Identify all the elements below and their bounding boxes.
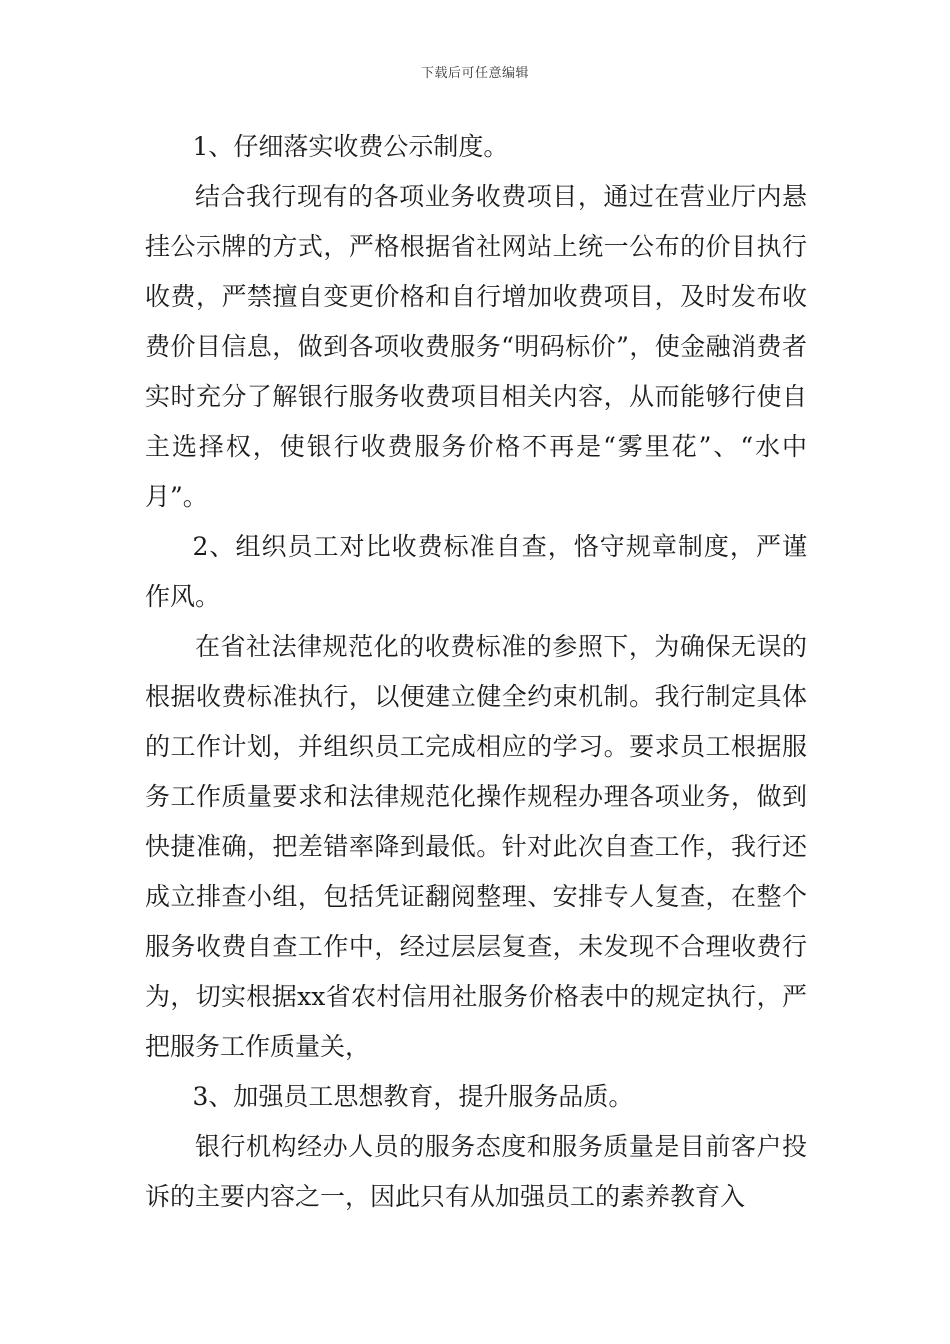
page-header-note: 下载后可任意编辑 [420, 66, 529, 81]
section-heading-3: 3、加强员工思想教育，提升服务品质。 [192, 1082, 634, 1111]
body-paragraph-2: 在省社法律规范化的收费标准的参照下，为确保无误的根据收费标准执行，以便建立健全约束机制。我行制定具体的工作计划，并组织员工完成相应的学习。要求员工根据服务工作质量要求和法律规范化操作规程办理各项业务，做到快捷准确，把差错率降到最低。针对此次自查工作，我行还成立排查小组，包括凭证翻阅整理、安排专人复查，在整个服务收费自查工作中，经过层层复查，未发现不合理收费行为，切实根据xx省农村信用社服务价格表中的规定执行，严把服务工作质量关， [145, 632, 807, 1061]
body-paragraph-3: 银行机构经办人员的服务态度和服务质量是目前客户投诉的主要内容之一，因此只有从加强员工的素养教育入 [145, 1132, 807, 1211]
section-heading-1: 1、仔细落实收费公示制度。 [192, 132, 509, 161]
document-body [145, 122, 807, 1222]
body-paragraph-1: 结合我行现有的各项业务收费项目，通过在营业厅内悬挂公示牌的方式，严格根据省社网站上统一公布的价目执行收费，严禁擅自变更价格和自行增加收费项目，及时发布收费价目信息，做到各项收费服务“明码标价”，使金融消费者实时充分了解银行服务收费项目相关内容，从而能够行使自主选择权，使银行收费服务价格不再是“雾里花”、“水中月”。 [145, 182, 807, 511]
section-heading-2: 2、组织员工对比收费标准自查，恪守规章制度，严谨作风。 [145, 532, 807, 611]
